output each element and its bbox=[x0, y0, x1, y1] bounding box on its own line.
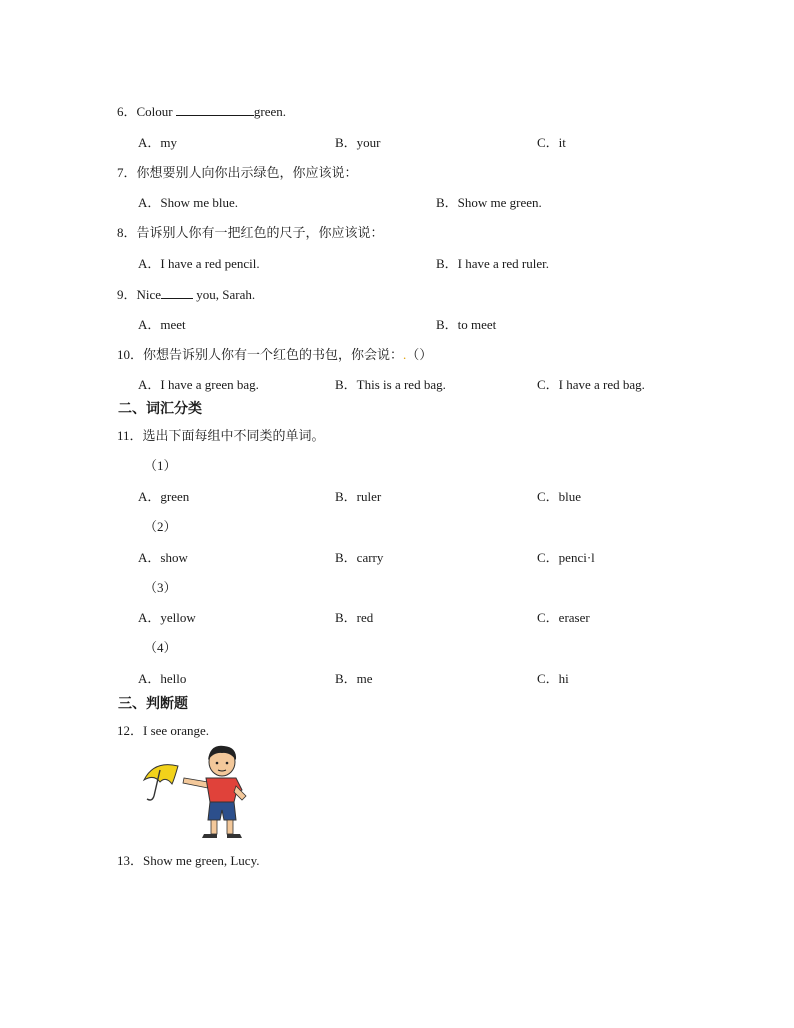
q11-g3-option-c[interactable]: C．eraser bbox=[537, 610, 590, 625]
q11-g4-option-c[interactable]: C．hi bbox=[537, 671, 569, 686]
question-11: 11．选出下面每组中不同类的单词。 bbox=[117, 428, 325, 443]
question-10-dot: . bbox=[403, 347, 407, 362]
q7-option-b[interactable]: B．Show me green. bbox=[436, 195, 542, 210]
q11-g1-option-a[interactable]: A．green bbox=[138, 489, 190, 504]
boy-pointing-at-umbrella-icon bbox=[138, 740, 258, 840]
question-6-suffix: green. bbox=[253, 104, 287, 119]
question-13: 13．Show me green, Lucy. bbox=[117, 853, 260, 868]
question-10-text: 10．你想告诉别人你有一个红色的书包，你会说： bbox=[117, 347, 404, 362]
q11-group-2-label: （2） bbox=[144, 519, 177, 534]
question-12: 12．I see orange. bbox=[117, 723, 210, 738]
q9-option-a[interactable]: A．meet bbox=[138, 317, 186, 332]
q6-option-c[interactable]: C．it bbox=[537, 135, 566, 150]
q11-g3-option-b[interactable]: B．red bbox=[335, 610, 374, 625]
question-6-number: 6． bbox=[117, 104, 137, 119]
section-heading-3: 三、判断题 bbox=[118, 696, 188, 712]
q6-option-a[interactable]: A．my bbox=[138, 135, 178, 150]
answer-blank[interactable] bbox=[161, 287, 193, 299]
q8-option-a[interactable]: A．I have a red pencil. bbox=[138, 256, 260, 271]
q7-option-a[interactable]: A．Show me blue. bbox=[138, 195, 239, 210]
question-6 bbox=[117, 101, 286, 120]
q11-group-3-label: （3） bbox=[144, 580, 177, 595]
q10-option-a[interactable]: A．I have a green bag. bbox=[138, 377, 259, 392]
q11-g4-option-b[interactable]: B．me bbox=[335, 671, 373, 686]
q11-g2-option-c[interactable]: C．penci·l bbox=[537, 550, 595, 565]
question-7: 7．你想要别人向你出示绿色，你应该说： bbox=[117, 165, 358, 180]
q11-g3-option-a[interactable]: A．yellow bbox=[138, 610, 196, 625]
q8-option-b[interactable]: B．I have a red ruler. bbox=[436, 256, 549, 271]
q11-group-1-label: （1） bbox=[144, 458, 177, 473]
question-9-prefix: 9．Nice bbox=[117, 287, 162, 302]
question-9-suffix: you, Sarah. bbox=[193, 287, 256, 302]
question-10 bbox=[117, 344, 432, 363]
question-6-prefix: Colour bbox=[136, 104, 176, 119]
umbrella-icon bbox=[144, 765, 178, 800]
q10-option-b[interactable]: B．This is a red bag. bbox=[335, 377, 446, 392]
boy-icon bbox=[183, 746, 246, 838]
q9-option-b[interactable]: B．to meet bbox=[436, 317, 497, 332]
q11-g1-option-b[interactable]: B．ruler bbox=[335, 489, 382, 504]
question-10-paren: （） bbox=[406, 347, 433, 362]
q11-g2-option-a[interactable]: A．show bbox=[138, 550, 188, 565]
question-9 bbox=[117, 284, 255, 303]
q11-g1-option-c[interactable]: C．blue bbox=[537, 489, 582, 504]
section-heading-2: 二、词汇分类 bbox=[118, 401, 202, 417]
question-8: 8．告诉别人你有一把红色的尺子，你应该说： bbox=[117, 225, 384, 240]
q11-g2-option-b[interactable]: B．carry bbox=[335, 550, 384, 565]
q11-g4-option-a[interactable]: A．hello bbox=[138, 671, 187, 686]
q11-group-4-label: （4） bbox=[144, 640, 177, 655]
q6-option-b[interactable]: B．your bbox=[335, 135, 381, 150]
q10-option-c[interactable]: C．I have a red bag. bbox=[537, 377, 645, 392]
answer-blank[interactable] bbox=[176, 104, 254, 116]
